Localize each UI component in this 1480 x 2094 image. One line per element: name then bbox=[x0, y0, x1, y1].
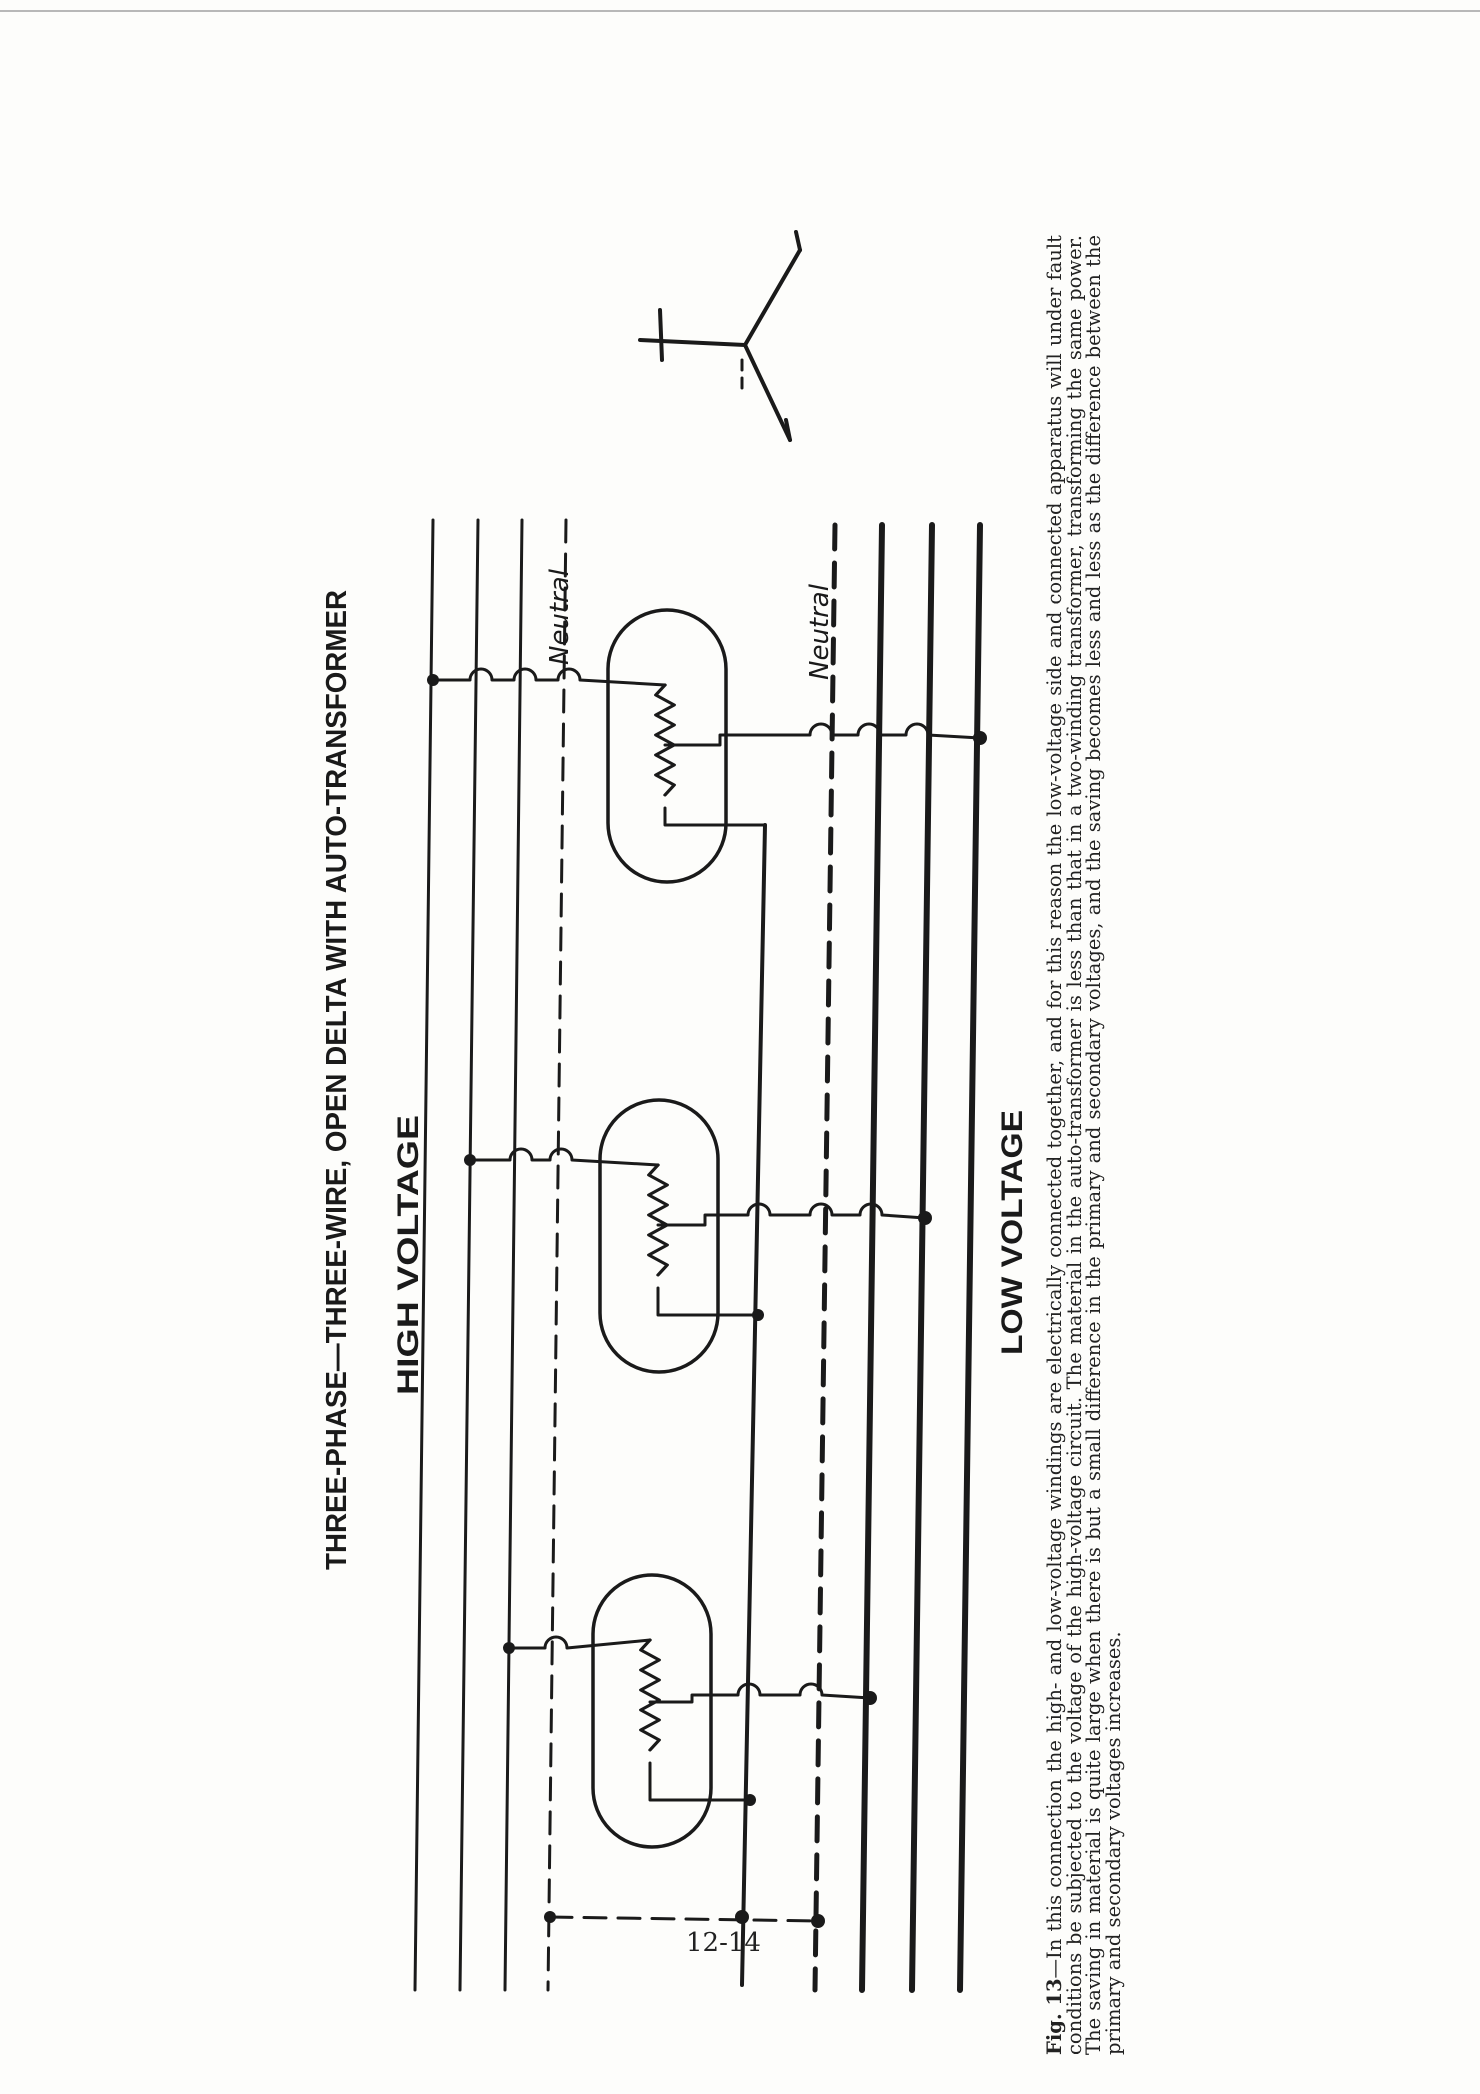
common-return bbox=[742, 825, 765, 1985]
lv-line-a bbox=[862, 525, 882, 1990]
figure-caption bbox=[1045, 235, 1123, 2055]
neutral-label-low: Neutral bbox=[805, 584, 835, 680]
low-voltage-label: LOW VOLTAGE bbox=[996, 1136, 1029, 1355]
transformer-2 bbox=[470, 1100, 925, 1372]
lv-line-c bbox=[960, 525, 980, 1990]
hv-neutral-line bbox=[548, 520, 566, 1990]
phasor-symbol bbox=[640, 232, 800, 440]
high-voltage-label: HIGH VOLTAGE bbox=[392, 1171, 425, 1395]
caption-text: —In this connection the high- and low-voltage windings are electrically connected together, and for this reason the low-voltage side and connected apparatus will under fault conditions be subjected to the voltage of the high-voltage circuit. The material in the auto-transformer is less than that in a two-winding transformer, transforming the same power. The saving in material is quite large when there is but a small difference in the primary and secondary voltages, and the saving becomes less and less as the difference between the primary and secondary voltages increases. bbox=[1043, 235, 1125, 2055]
junction-dots bbox=[427, 674, 987, 1928]
transformer-1 bbox=[433, 610, 980, 882]
neutral-label-high: Neutral bbox=[545, 569, 575, 665]
diagram-title: THREE-PHASE—THREE-WIRE, OPEN DELTA WITH AUTO-TRANSFORMER bbox=[321, 545, 353, 1570]
figure-label: Fig. 13 bbox=[1043, 1978, 1066, 2055]
hv-line-c bbox=[505, 520, 522, 1990]
hv-line-b bbox=[460, 520, 478, 1990]
transformer-3 bbox=[509, 1575, 870, 1847]
lv-line-b bbox=[912, 525, 932, 1990]
lv-neutral-line bbox=[815, 525, 835, 1990]
page-number: 12-14 bbox=[686, 1928, 761, 1958]
neutral-bottom-link bbox=[550, 1917, 818, 1921]
